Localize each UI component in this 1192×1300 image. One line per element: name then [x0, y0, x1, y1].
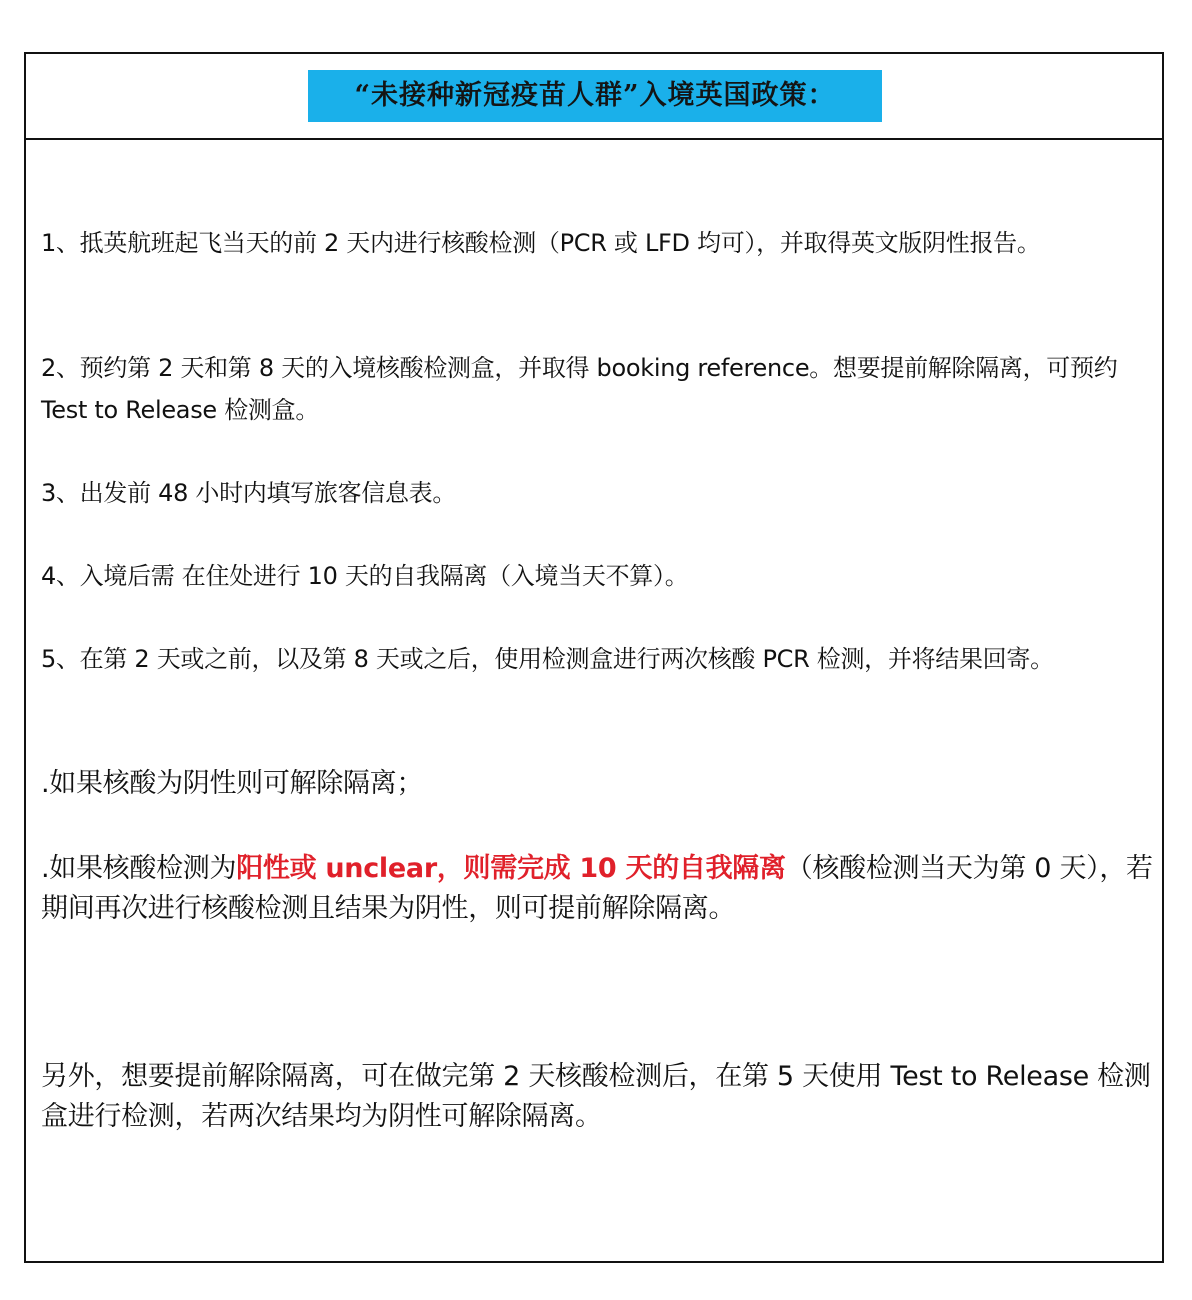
negative-result-note: .如果核酸为阴性则可解除隔离； [41, 768, 424, 799]
policy-item-3: 3、出发前 48 小时内填写旅客信息表。 [41, 479, 457, 507]
positive-note-suffix: （核酸检测当天为第 0 天），若期间再次进行核酸检测且结果为阴性，则可提前解除隔离。 [41, 853, 1153, 924]
positive-result-note [41, 849, 1156, 929]
positive-note-emphasis: 阳性或 unclear，则需完成 10 天的自我隔离 [236, 853, 786, 884]
policy-header [26, 54, 1162, 140]
test-to-release-note: 另外，想要提前解除隔离，可在做完第 2 天核酸检测后，在第 5 天使用 Test to Release 检测盒进行检测，若两次结果均为阴性可解除隔离。 [41, 1061, 1151, 1132]
policy-item-4: 4、入境后需 在住处进行 10 天的自我隔离（入境当天不算）。 [41, 562, 689, 590]
policy-box [24, 52, 1164, 1263]
policy-item-2: 2、预约第 2 天和第 8 天的入境核酸检测盒，并取得 booking reference。想要提前解除隔离，可预约 Test to Release 检测盒。 [41, 354, 1118, 424]
policy-item-5: 5、在第 2 天或之前，以及第 8 天或之后，使用检测盒进行两次核酸 PCR 检测，并将结果回寄。 [41, 645, 1054, 673]
policy-item-1: 1、抵英航班起飞当天的前 2 天内进行核酸检测（PCR 或 LFD 均可），并取得英文版阴性报告。 [41, 229, 1041, 257]
positive-note-prefix: .如果核酸检测为 [41, 853, 237, 884]
page-title: “未接种新冠疫苗人群”入境英国政策： [308, 70, 882, 122]
